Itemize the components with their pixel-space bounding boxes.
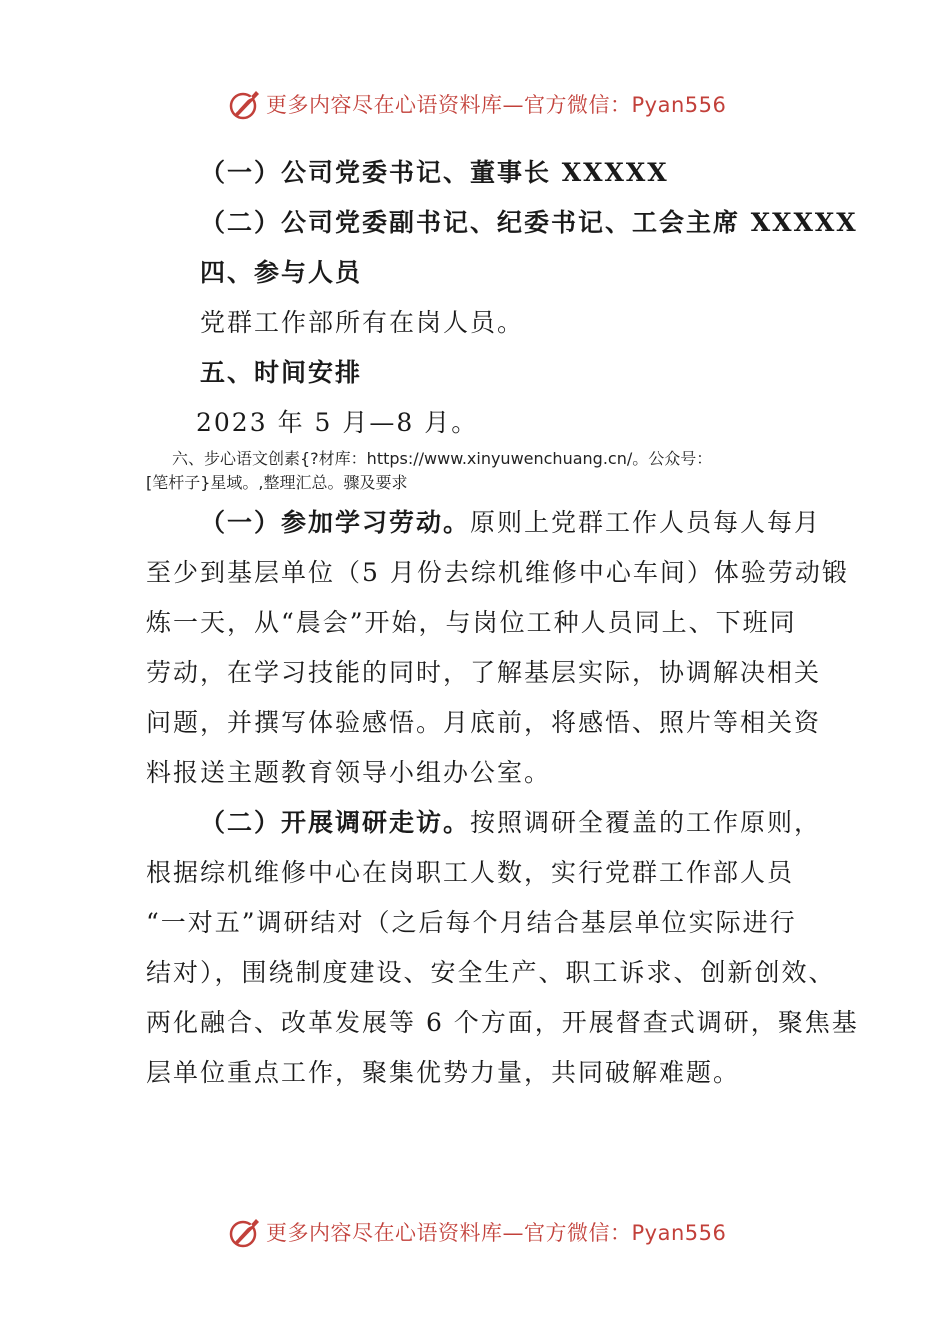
paragraph-2-line-6: 层单位重点工作，聚集优势力量，共同破解难题。 — [146, 1058, 741, 1087]
paragraph-2-lead: （二）开展调研走访。 — [200, 808, 471, 837]
watermark-banner-top — [228, 84, 726, 124]
section-4-body: 党群工作部所有在岗人员。 — [200, 308, 525, 337]
section-5-body: 2023 年 5 月—8 月。 — [196, 408, 479, 437]
paragraph-1-line-4: 劳动，在学习技能的同时，了解基层实际，协调解决相关 — [146, 658, 822, 687]
heading-item-1: （一）公司党委书记、董事长 XXXXX — [200, 158, 669, 187]
paragraph-1-line-2: 至少到基层单位（5 月份去综机维修中心车间）体验劳动锻 — [146, 558, 849, 587]
section-4-title: 四、参与人员 — [200, 258, 363, 287]
section-6-line-2: [笔杆子}星域。,整理汇总。骤及要求 — [146, 473, 408, 492]
paragraph-2-line-1 — [200, 803, 821, 839]
watermark-banner-bottom — [228, 1212, 726, 1252]
section-6-line-1: 六、步心语文创素{?材库：https://www.xinyuwenchuang.cn/。公众号： — [172, 449, 713, 468]
paragraph-2-line-3: “一对五”调研结对（之后每个月结合基层单位实际进行 — [146, 908, 797, 937]
paragraph-1-line-5: 问题，并撰写体验感悟。月底前，将感悟、照片等相关资 — [146, 708, 822, 737]
paragraph-2-line-2: 根据综机维修中心在岗职工人数，实行党群工作部人员 — [146, 858, 795, 887]
paragraph-1-line-6: 料报送主题教育领导小组办公室。 — [146, 758, 552, 787]
paragraph-2-line-5: 两化融合、改革发展等 6 个方面，开展督查式调研，聚焦基 — [146, 1008, 859, 1037]
paragraph-1-line-1 — [200, 503, 821, 539]
quill-pen-icon — [228, 87, 262, 121]
paragraph-1-lead: （一）参加学习劳动。 — [200, 508, 471, 537]
section-5-title: 五、时间安排 — [200, 358, 363, 387]
watermark-text: 更多内容尽在心语资料库—官方微信：Pyan556 — [266, 1221, 727, 1245]
paragraph-1-line-3: 炼一天，从“晨会”开始，与岗位工种人员同上、下班同 — [146, 608, 797, 637]
watermark-text: 更多内容尽在心语资料库—官方微信：Pyan556 — [266, 93, 727, 117]
heading-item-2: （二）公司党委副书记、纪委书记、工会主席 XXXXX — [200, 208, 858, 237]
paragraph-1-text: 原则上党群工作人员每人每月 — [470, 508, 822, 537]
quill-pen-icon — [228, 1215, 262, 1249]
paragraph-2-line-4: 结对），围绕制度建设、安全生产、职工诉求、创新创效、 — [146, 958, 836, 987]
paragraph-2-text: 按照调研全覆盖的工作原则， — [470, 808, 822, 837]
